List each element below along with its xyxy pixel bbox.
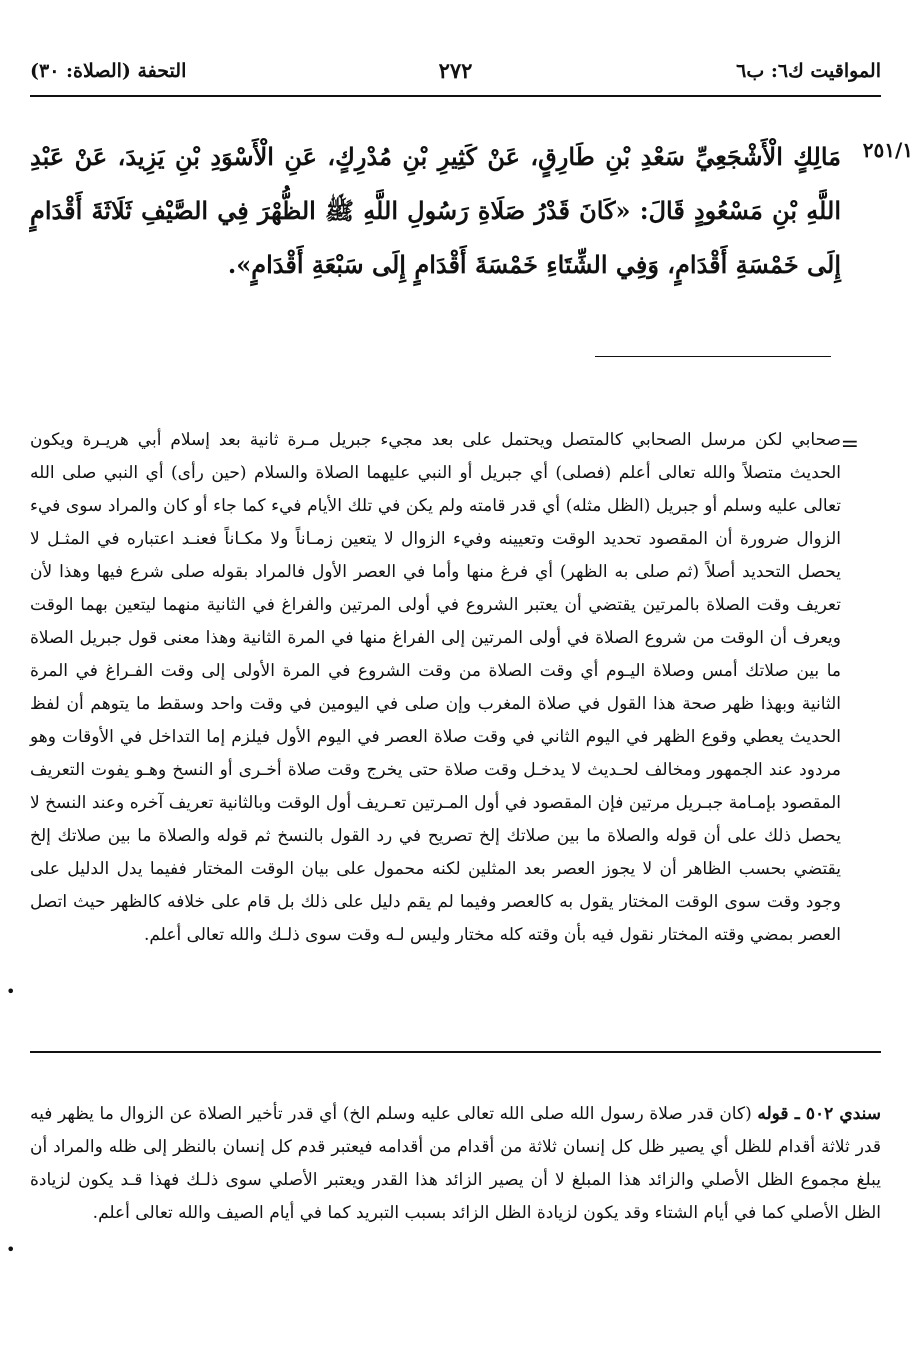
commentary-divider xyxy=(30,1051,881,1053)
hadith-divider xyxy=(595,356,831,357)
page-number: ٢٧٢ xyxy=(438,58,473,83)
sindi-text: (كان قدر صلاة رسول الله صلى الله تعالى عليه وسلم الخ) أي قدر تأخير الصلاة عن الزوال ما يظهر فيه قدر ثلاثة أقدام للظل أي يصير ظل كل إنسان ثلاثة من أقدام من أقدامه فيعتبر قدم كل إنسان بالنظر إلى ظله والمراد أن يبلغ مجموع الظل الأصلي والزائد هذا المبلغ لا أن يصير الزائد هذا القدر ويعتبر الأصلي سوى ذلـك فهذا قـد يكون لزيادة الظل الأصلي كما في أيام الشتاء وقد يكون لزيادة الظل الزائد بسبب التبريد كما في أيام الصيف والله تعالى أعلم. xyxy=(30,1104,881,1223)
sindi-note xyxy=(30,1098,881,1230)
hadith-text: مَالِكٍ الْأَشْجَعِيِّ سَعْدِ بْنِ طَارِقٍ، عَنْ كَثِيرِ بْنِ مُدْرِكٍ، عَنِ الْأَسْوَدِ بْنِ يَزِيدَ، عَنْ عَبْدِ اللَّهِ بْنِ مَسْعُودٍ قَالَ: «كَانَ قَدْرُ صَلَاةِ رَسُولِ اللَّهِ ﷺ الظُّهْرَ فِي الصَّيْفِ ثَلَاثَةَ أَقْدَامٍ إِلَى خَمْسَةِ أَقْدَامٍ، وَفِي الشِّتَاءِ خَمْسَةَ أَقْدَامٍ إِلَى سَبْعَةِ أَقْدَامٍ». xyxy=(30,142,841,279)
tuhfa-reference: التحفة (الصلاة: ٣٠) xyxy=(30,60,187,82)
margin-dot: • xyxy=(6,982,16,1001)
margin-dot: • xyxy=(6,1240,16,1259)
header-divider xyxy=(30,95,881,97)
chapter-reference: المواقيت ك٦: ب٦ xyxy=(736,60,881,82)
continuation-mark: = xyxy=(840,432,859,457)
page-header xyxy=(30,58,881,92)
hadith-number: ٢٥١/١ xyxy=(862,138,913,162)
sindi-lead: سندي ٥٠٢ ـ قوله xyxy=(757,1104,881,1124)
commentary-text: صحابي لكن مرسل الصحابي كالمتصل ويحتمل على بعد مجيء جبريل مـرة ثانية بعد إسلام أبي هريـرة ويكون الحديث متصلاً والله تعالى أعلم (فصلى) أي جبريل أو النبي عليهما الصلاة والسلام (حين رأى) أي النبي صلى الله تعالى عليه وسلم أو جبريل (الظل مثله) أي قدر قامته ولم يكن في تلك الأيام فيء كما جاء أو كان والمراد سوى فيء الزوال ضرورة أن المقصود تحديد الوقت وتعيينه وفيء الزوال لا يتعين زمـاناً ولا مكـاناً فعنـد اعتباره في المثـل لا يحصل التحديد أصلاً (ثم صلى به الظهر) أي فرغ منها وأما في العصر الأول فالمراد بقوله صلى شرع فيها وهذا لأن تعريف وقت الصلاة بالمرتين يقتضي أن يعتبر الشروع في أولى المرتين والفراغ في الثانية منهما ليتعين بهما الوقت ويعرف أن الوقت من شروع الصلاة في أولى المرتين إلى الفراغ منها في المرة الثانية وهذا معنى قول جبريل الصلاة ما بين صلاتك أمس وصلاة اليـوم أي وقت الصلاة من وقت الشروع في المرة الأولى إلى وقت الفـراغ في المرة الثانية وبهذا ظهر صحة هذا القول في صلاة المغرب وإن صلى في اليومين في وقت واحد وسقط ما يتوهم أن لفظ الحديث يعطي وقوع الظهر في اليوم الثاني في وقت صلاة العصر في اليوم الأول فيلزم إما التداخل في الأوقات وهو مردود عند الجمهور ومخالف لحـديث لا يدخـل وقت صلاة حتى يخرج وقت صلاة أخـرى أو النسخ وهـو يفوت التعريف المقصود بإمـامة جبـريل مرتين فإن المقصود في أول المـرتين تعـريف أول الوقت وبالثانية تعريف آخره وعند النسخ لا يحصل ذلك على أن قوله والصلاة ما بين صلاتك إلخ تصريح في رد القول بالنسخ ثم قوله والصلاة ما بين صلاتك إلخ يقتضي بحسب الظاهر أن لا يجوز العصر بعد المثلين لكنه محمول على بيان الوقت المختار ففيما يدل الدليل على وجود وقت سوى الوقت المختار يقول به كالعصر وفيما لم يقم دليل على ذلك بل قام على خلافه كالظهر حيث اتصل العصر بمضي وقته المختار نقول فيه بأن وقته كله مختار وليس لـه وقت سوى ذلـك والله تعالى أعلم. xyxy=(30,430,841,945)
